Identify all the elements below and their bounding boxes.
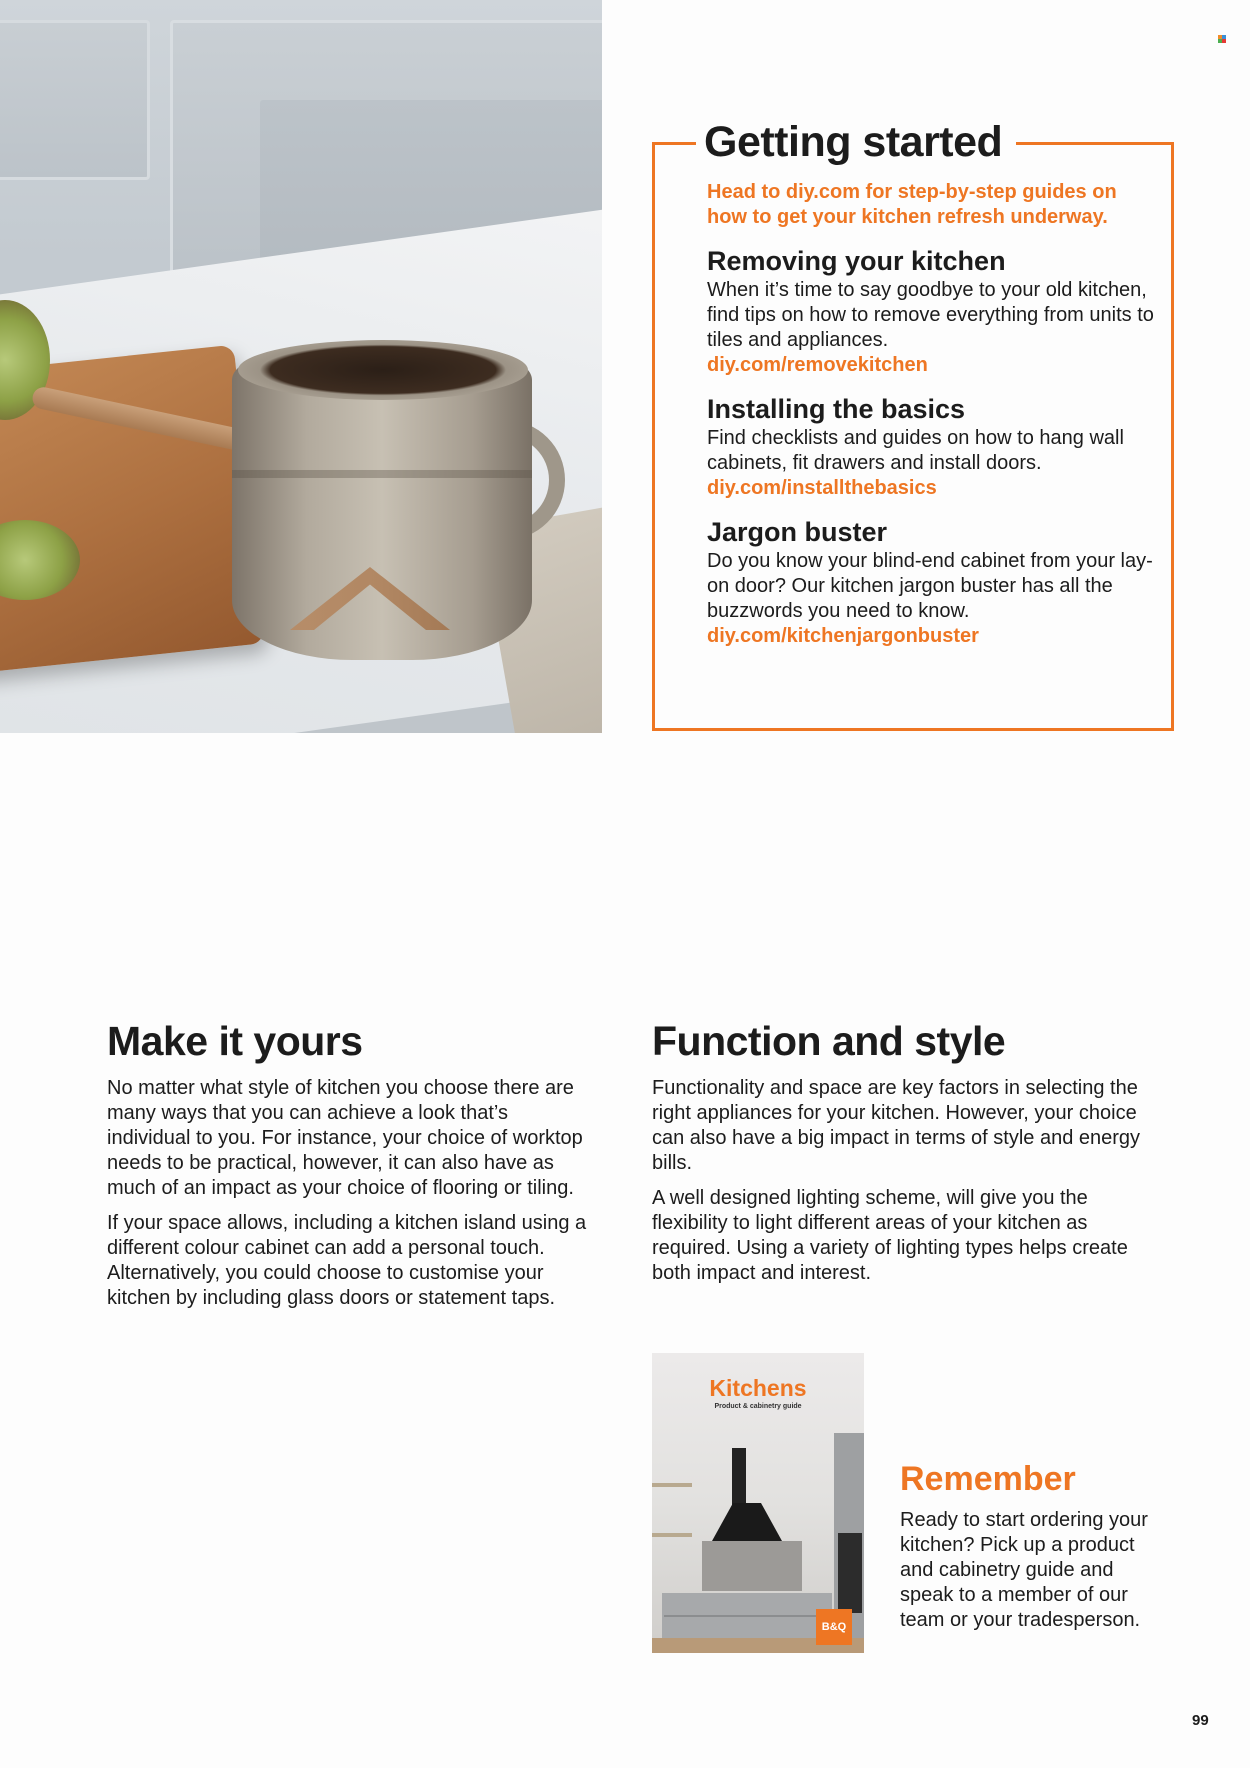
function-and-style-column (652, 1016, 1152, 1296)
section-text: When it’s time to say goodbye to your old kitchen, find tips on how to remove everything from units to tiles and appliances. (707, 279, 1154, 351)
getting-started-content (707, 180, 1157, 649)
function-and-style-title: Function and style (652, 1018, 1006, 1064)
mug-band (232, 470, 532, 478)
getting-started-title: Getting started (696, 116, 1016, 168)
make-it-yours-column (107, 1016, 587, 1321)
brand-mark-icon (1218, 35, 1226, 43)
kitchen-photo (0, 0, 602, 733)
shelf (652, 1483, 692, 1487)
install-basics-link[interactable]: diy.com/installthebasics (707, 477, 937, 499)
paragraph: If your space allows, including a kitchen island using a different colour cabinet can add a personal touch. Alternatively, you could choose to customise your kitchen by including glass doors or statement taps. (107, 1212, 587, 1309)
paragraph: No matter what style of kitchen you choose there are many ways that you can achieve a look that’s individual to you. For instance, your choice of worktop needs to be practical, however, it can also have as much of an impact as your choice of flooring or tiling. (107, 1077, 583, 1199)
mug (232, 360, 532, 660)
section-title: Jargon buster (707, 517, 888, 547)
paragraph: Functionality and space are key factors in selecting the right appliances for your kitchen. However, your choice can also have a big impact in terms of style and energy bills. (652, 1077, 1141, 1174)
bq-logo: B&Q (816, 1609, 852, 1645)
cabinet-line (664, 1615, 830, 1617)
shelf (652, 1533, 692, 1537)
remember-title: Remember (900, 1460, 1076, 1498)
section-installing-basics (707, 392, 1157, 501)
section-removing-kitchen (707, 244, 1157, 378)
section-title: Installing the basics (707, 394, 966, 424)
getting-started-intro: Head to diy.com for step-by-step guides on how to get your kitchen refresh underway. (707, 181, 1117, 228)
brochure-title: Kitchens (709, 1375, 807, 1401)
mug-rim (238, 340, 528, 400)
kitchens-brochure-cover (652, 1353, 864, 1653)
section-text: Do you know your blind-end cabinet from your lay-on door? Our kitchen jargon buster has all the buzzwords you need to know. (707, 550, 1153, 622)
extractor-hood (732, 1448, 746, 1508)
splashback (702, 1541, 802, 1591)
jargon-buster-link[interactable]: diy.com/kitchenjargonbuster (707, 625, 979, 647)
remember-text: Ready to start ordering your kitchen? Pick up a product and cabinetry guide and speak to a member of our team or your tradesperson. (900, 1509, 1148, 1631)
remove-kitchen-link[interactable]: diy.com/removekitchen (707, 354, 928, 376)
brochure-subtitle: Product & cabinetry guide (714, 1403, 802, 1410)
section-jargon-buster (707, 515, 1157, 649)
paragraph: A well designed lighting scheme, will give you the flexibility to light different areas of your kitchen as required. Using a variety of lighting types helps create both impact and interest. (652, 1187, 1128, 1284)
extractor-hood (712, 1503, 782, 1541)
section-title: Removing your kitchen (707, 246, 1006, 276)
cabinet-door (0, 20, 150, 180)
make-it-yours-title: Make it yours (107, 1018, 363, 1064)
page-number: 99 (1192, 1712, 1209, 1729)
section-text: Find checklists and guides on how to hang wall cabinets, fit drawers and install doors. (707, 427, 1124, 474)
oven (838, 1533, 862, 1613)
